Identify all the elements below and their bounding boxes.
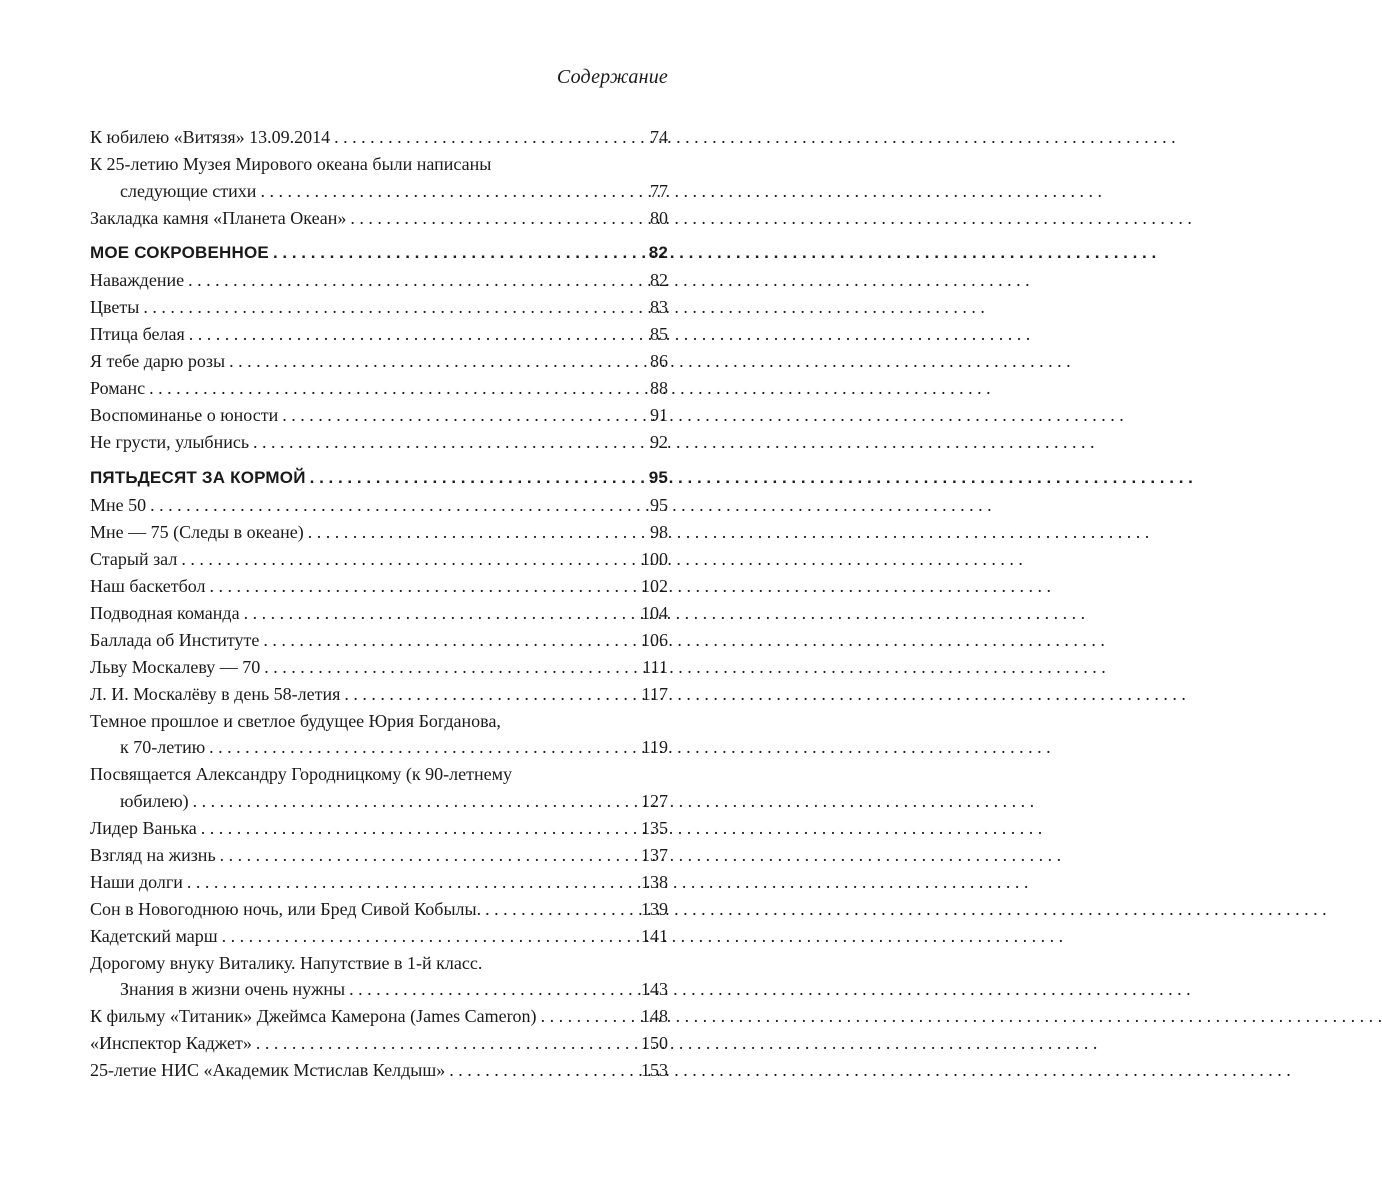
toc-leader-dots [537, 1003, 635, 1030]
toc-entry [90, 429, 668, 456]
toc-entry [90, 708, 668, 761]
toc-entry [90, 869, 668, 896]
toc-leader-dots [183, 869, 635, 896]
toc-leader-dots [249, 429, 636, 456]
toc-entry-page: 106 [641, 629, 668, 650]
toc-entry-title: Наши долги [90, 871, 183, 892]
toc-leader-dots [306, 465, 636, 492]
toc-entry-page: 138 [641, 871, 668, 892]
toc-entry-page: 119 [641, 737, 668, 757]
toc-entry-page: 92 [650, 432, 668, 452]
toc-entry-page: 117 [641, 683, 668, 704]
toc-entry-page: 104 [641, 602, 668, 623]
toc-entry-title: 25-летие НИС «Академик Мстислав Келдыш» [90, 1060, 446, 1080]
toc-entry [90, 923, 668, 950]
toc-entry [90, 1030, 668, 1057]
toc-entry-title-line1: Дорогому внуку Виталику. Напутствие в 1-й класс. [90, 952, 483, 973]
toc-leader-dots [345, 976, 635, 1003]
toc-leader-dots [330, 124, 636, 151]
toc-entry-title: Наш баскетбол [90, 575, 206, 596]
toc-entry-page: 137 [641, 844, 668, 865]
toc-leader-dots [216, 842, 635, 869]
toc-entry [90, 546, 668, 573]
toc-entry [90, 124, 668, 151]
toc-leader-dots [256, 178, 636, 205]
toc-entry-page: 83 [650, 297, 668, 317]
toc-entry-page: 153 [641, 1060, 668, 1080]
toc-leader-dots [189, 788, 635, 815]
toc-entry [90, 519, 668, 546]
toc-entry [90, 842, 668, 869]
toc-entry-page: 135 [641, 817, 668, 838]
toc-entry-page: 100 [641, 548, 668, 569]
toc-entry-title: Старый зал [90, 548, 178, 569]
toc-entry-title: Цветы [90, 297, 140, 317]
toc-entry [90, 205, 668, 232]
toc-leader-dots [185, 321, 636, 348]
toc-leader-dots [177, 546, 635, 573]
toc-leader-dots [278, 402, 636, 429]
toc-entry-title: Я тебе дарю розы [90, 351, 226, 371]
toc-entry-page: 82 [650, 270, 668, 290]
toc-entry-page: 139 [641, 898, 668, 919]
toc-entry [90, 1003, 668, 1030]
running-head: Содержание [556, 66, 668, 88]
toc-entry [90, 573, 668, 600]
toc-entry-title: Птица белая [90, 324, 185, 344]
toc-entry-title: К фильму «Титаник» Джеймса Камерона (James Cameron) [90, 1006, 537, 1026]
toc-entry-page: 98 [650, 521, 668, 542]
toc-section-page: 82 [648, 243, 668, 262]
toc-entry-title-line2: Знания в жизни очень нужны [120, 979, 346, 999]
toc-leader-dots [218, 923, 635, 950]
toc-entry [90, 375, 668, 402]
toc-section-title: МОЕ СОКРОВЕННОЕ [90, 243, 269, 262]
toc-entry-page: 88 [650, 378, 668, 398]
toc-leader-dots [346, 205, 636, 232]
toc-leader-dots [205, 734, 635, 761]
toc-entry-title: Романс [90, 378, 146, 398]
toc-entry [90, 654, 668, 681]
toc-entry-page: 85 [650, 324, 668, 344]
toc-entry [90, 761, 668, 814]
toc-leader-dots [146, 492, 636, 519]
toc-entry [90, 950, 668, 1003]
toc-entry-title-line1: Темное прошлое и светлое будущее Юрия Богданова, [90, 710, 501, 731]
toc-entry-title: Лидер Ванька [90, 817, 197, 838]
toc-entry [90, 627, 668, 654]
toc-leader-dots [481, 896, 635, 923]
toc-entry-page: 86 [650, 351, 668, 371]
toc-leader-dots [340, 681, 635, 708]
toc-entry-title: Наваждение [90, 270, 185, 290]
toc-entry-page: 80 [650, 207, 668, 228]
toc-entry [90, 1057, 668, 1084]
toc-entry-page: 74 [650, 127, 668, 147]
toc-entry-title: Закладка камня «Планета Океан» [90, 207, 347, 228]
toc-section-heading [90, 465, 668, 492]
toc-entry-page: 91 [650, 405, 668, 425]
toc-entry-title: «Инспектор Каджет» [90, 1033, 252, 1053]
toc-entry-title: К юбилею «Витязя» 13.09.2014 [90, 127, 331, 147]
toc-entry-page: 102 [641, 575, 668, 596]
toc-leader-dots [259, 627, 635, 654]
toc-entry [90, 681, 668, 708]
toc-entry-title: Подводная команда [90, 602, 240, 623]
toc-entry-page: 141 [641, 925, 668, 946]
toc-leader-dots [145, 375, 636, 402]
toc-entry-title: Воспоминанье о юности [90, 405, 279, 425]
toc-entry [90, 815, 668, 842]
toc-entry-page: 143 [641, 979, 668, 999]
toc-leader-dots [445, 1057, 635, 1084]
toc-entry-page: 150 [641, 1033, 668, 1053]
toc-leader-dots [260, 654, 636, 681]
toc-entry [90, 267, 668, 294]
toc-entry-title: Кадетский марш [90, 925, 218, 946]
toc-leader-dots [139, 294, 636, 321]
toc-entry-title-line1: Посвящается Александру Городницкому (к 90-летнему [90, 764, 513, 784]
toc-entry-title-line2: следующие стихи [120, 180, 257, 201]
toc-leader-dots [197, 815, 635, 842]
toc-entry [90, 600, 668, 627]
toc-entry-page: 148 [641, 1006, 668, 1026]
toc-entry-title: Баллада об Институте [90, 629, 260, 650]
toc-entry-page: 127 [641, 790, 668, 811]
toc-entry-title: Взгляд на жизнь [90, 844, 216, 865]
toc-entry [90, 151, 668, 204]
toc-leader-dots [206, 573, 635, 600]
toc-entry-title: Мне 50 [90, 494, 147, 515]
toc-leader-dots [240, 600, 635, 627]
toc-entry-title-line2: юбилею) [120, 790, 189, 811]
toc-entry-title: Льву Москалеву — 70 [90, 656, 261, 677]
toc-leader-dots [252, 1030, 635, 1057]
toc-entry [90, 294, 668, 321]
toc-entry [90, 896, 668, 923]
toc-entry [90, 321, 668, 348]
toc-section-title: ПЯТЬДЕСЯТ ЗА КОРМОЙ [90, 467, 306, 487]
toc-entry [90, 402, 668, 429]
toc-entry-title: Сон в Новогоднюю ночь, или Бред Сивой Кобылы. [90, 898, 482, 919]
toc-leader-dots [304, 519, 636, 546]
toc-entry-title-line2: к 70-летию [120, 737, 206, 757]
toc-entry-title: Мне — 75 (Следы в океане) [90, 521, 304, 542]
toc-entry-title: Л. И. Москалёву в день 58-летия [90, 683, 341, 704]
toc-entry [90, 492, 668, 519]
toc-leader-dots [225, 348, 636, 375]
toc-section-page: 95 [648, 467, 668, 487]
table-of-contents [90, 124, 668, 1084]
toc-leader-dots [184, 267, 636, 294]
toc-entry-title: Не грусти, улыбнись [90, 432, 250, 452]
toc-entry-page: 77 [650, 180, 668, 201]
toc-entry [90, 348, 668, 375]
toc-leader-dots [269, 240, 636, 267]
toc-section-heading [90, 240, 668, 267]
toc-entry-page: 111 [642, 656, 668, 677]
toc-entry-title-line1: К 25-летию Музея Мирового океана были написаны [90, 154, 492, 174]
toc-entry-page: 95 [650, 494, 668, 515]
